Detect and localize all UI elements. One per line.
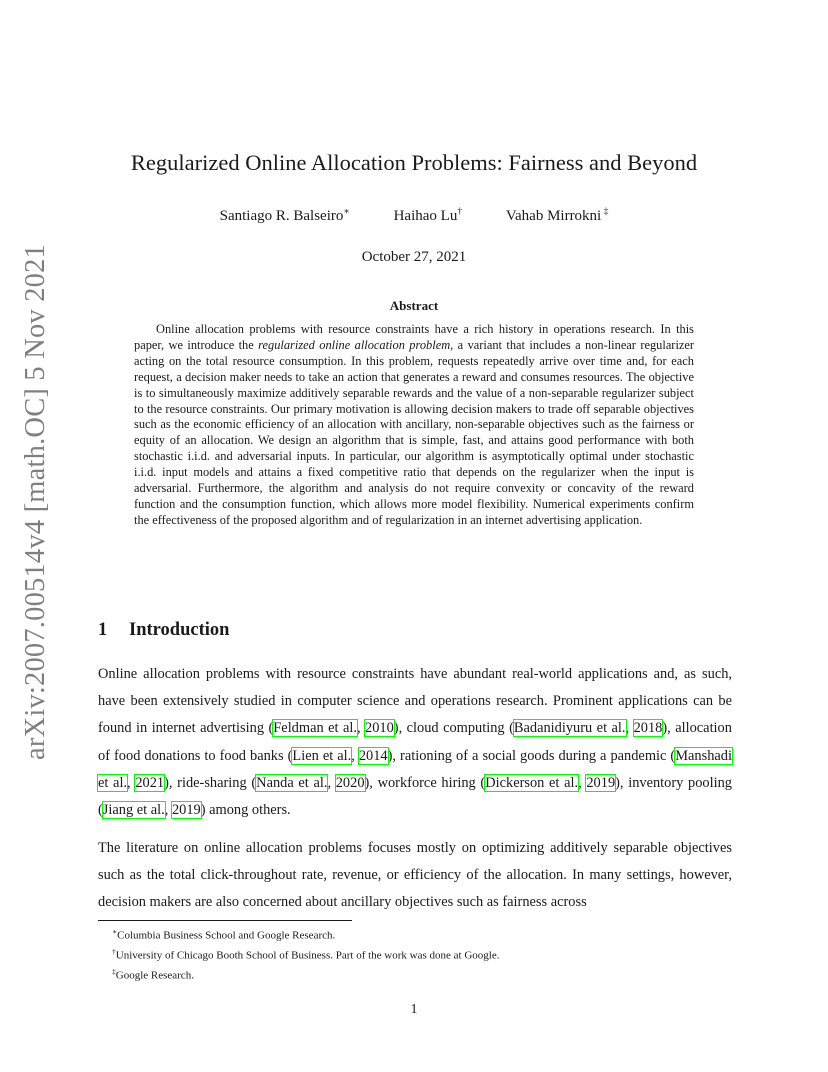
citation-link[interactable]: 2014: [358, 747, 388, 764]
footnote-divider: [98, 920, 352, 921]
author-name: Vahab Mirrokni: [505, 208, 602, 224]
citation-link[interactable]: 2019: [171, 802, 201, 819]
paragraph-text: ), cloud computing (: [393, 720, 514, 737]
paragraph-text: ), rationing of a social goods during a pandemic (: [387, 747, 676, 764]
citation-link[interactable]: Feldman et al.: [273, 720, 357, 737]
citation-link[interactable]: Manshadi et al.: [98, 747, 732, 791]
abstract-text-start: Online allocation problems with resource constraints have a rich history in operations research. In this paper, we introduce the: [134, 322, 694, 352]
abstract-text-rest: , a variant that includes a non-linear regularizer acting on the total resource consumption. In this problem, requests repeatedly arrive over time and, for each request, a decision maker needs to take an action that generates a reward and consumes resources. The objective is to simultaneously maximize additively separable rewards and the value of a non-separable regularizer subject to the resource constraints. Our primary motivation is allowing decision makers to trade off separable objectives such as the economic efficiency of an allocation with ancillary, non-separable objectives such as the fairness or equity of an allocation. We design an algorithm that is simple, fast, and attains good performance with both stochastic i.i.d. and adversarial inputs. In particular, our algorithm is asymptotically optimal under stochastic i.i.d. input models and attains a fixed competitive ratio that depends on the regularizer when the input is adversarial. Furthermore, the algorithm and analysis do not require convexity or concavity of the reward function and the consumption function, which allows more model flexibility. Numerical experiments confirm the effectiveness of the proposed algorithm and of regularization in an internet advertising application.: [134, 337, 695, 527]
section-number: 1: [98, 620, 108, 640]
author-footnote-mark[interactable]: ∗: [343, 207, 350, 217]
author-mirrokni: [506, 207, 609, 225]
abstract-heading: Abstract: [389, 298, 439, 313]
paragraph-text: ), allocation of food donations to food banks (: [98, 720, 732, 764]
author-balseiro: [220, 206, 350, 225]
citation-link[interactable]: 2020: [335, 774, 365, 791]
footnote-mark: †: [112, 947, 116, 957]
citation-link[interactable]: Jiang et al.: [102, 802, 165, 819]
section-heading: [98, 620, 229, 641]
paragraph-text: ), workforce hiring (: [364, 774, 486, 791]
footnote-text: University of Chicago Booth School of Business. Part of the work was done at Google.: [115, 949, 500, 962]
footnotes: [98, 924, 499, 984]
intro-paragraph-2: The literature on online allocation problems focuses mostly on optimizing additively separable objectives such as the total click-throughout rate, revenue, or efficiency of the allocation. In many settings, however, decision makers are also concerned about ancillary objectives such as fairness across: [98, 840, 732, 911]
paragraph-text: Online allocation problems with resource constraints have abundant real-world applications and, as such, have been extensively studied in computer science and operations research. Prominent applications can be found in internet advertising (: [98, 666, 732, 737]
paragraph-text: ), ride-sharing (: [164, 774, 257, 791]
abstract-emphasis: regularized online allocation problem: [258, 337, 451, 352]
author-name: Santiago R. Balseiro: [219, 208, 344, 224]
footnote: [112, 924, 499, 944]
footnote-text: Columbia Business School and Google Research.: [117, 929, 336, 942]
footnote-text: Google Research.: [115, 969, 194, 982]
paper-date: October 27, 2021: [361, 249, 467, 265]
author-lu: [394, 207, 462, 225]
paragraph-text: ), inventory pooling (: [98, 774, 732, 819]
citation-link[interactable]: 2010: [365, 720, 394, 737]
paragraph-text: ) among others.: [200, 802, 291, 819]
footnote: [112, 964, 499, 984]
citation-link[interactable]: 2018: [633, 720, 663, 737]
abstract-text: [134, 322, 694, 529]
citation-link[interactable]: 2019: [586, 774, 616, 791]
citation-link[interactable]: 2021: [135, 774, 165, 791]
paper-title: Regularized Online Allocation Problems: Fairness and Beyond: [130, 150, 698, 175]
footnote-mark: ∗: [112, 927, 118, 936]
author-footnote-mark[interactable]: †: [457, 207, 463, 217]
footnote: [112, 944, 499, 964]
section-title: Introduction: [129, 620, 230, 640]
citation-link[interactable]: Badanidiyuru et al.: [513, 720, 626, 737]
intro-paragraph-1: Online allocation problems with resource constraints have abundant real-world applications and, as such, have been extensively studied in computer science and operations research. Prominent applications can be found in internet advertising (Feldman et al., 2010), cloud computing (Badanidiyuru et al., 2018), allocation of food donations to food banks (Lien et al., 2014), rationing of a social goods during a pandemic (Manshadi et al., 2021), ride-sharing (Nanda et al., 2020), workforce hiring (Dickerson et al., 2019), inventory pooling (Jiang et al., 2019) among others.: [98, 666, 732, 819]
arxiv-identifier-text: arXiv:2007.00514v4 [math.OC] 5 Nov 2021: [20, 244, 51, 760]
citation-link[interactable]: Lien et al.: [292, 747, 352, 764]
author-name: Haihao Lu: [393, 208, 458, 224]
author-footnote-mark[interactable]: ‡: [601, 207, 609, 217]
footnote-mark: ‡: [112, 967, 116, 977]
author-list: [0, 206, 828, 225]
citation-link[interactable]: Dickerson et al.: [485, 774, 579, 791]
citation-link[interactable]: Nanda et al.: [256, 774, 328, 791]
page-number: 1: [410, 1002, 418, 1017]
